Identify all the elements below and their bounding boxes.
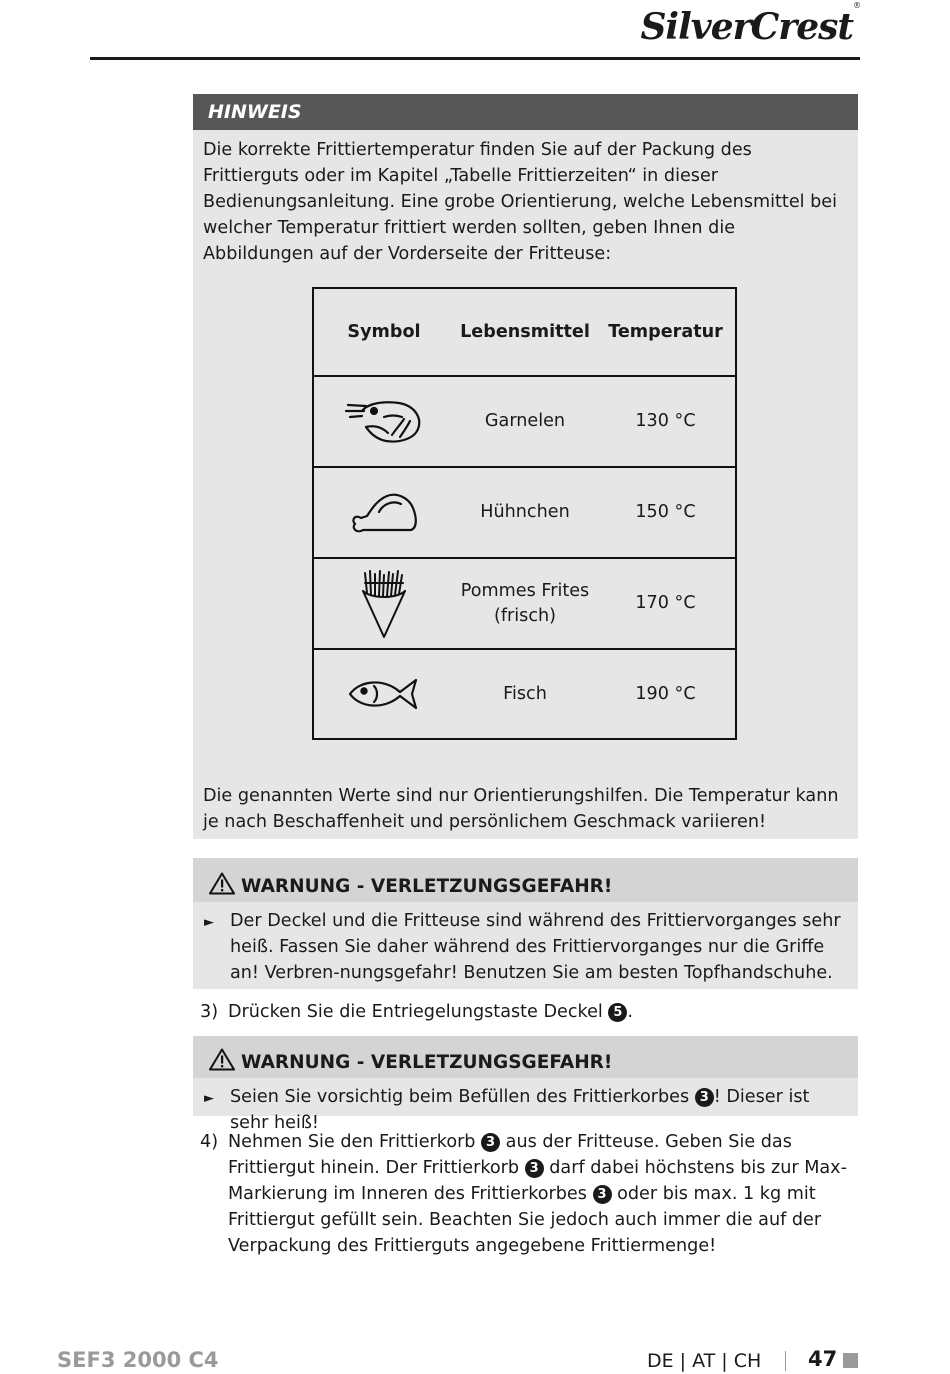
hinweis-intro: Die korrekte Frittiertemperatur finden Sie auf der Packung des Frittierguts oder im Kapitel „Tabelle Frittierzeiten“ in dieser Bedienungsanleitung. Eine grobe Orientierung, welche Lebensmittel bei welcher Temperatur frittiert werden sollten, geben Ihnen die Abbildungen auf der Vorderseite der Fritteuse: — [203, 140, 838, 264]
page-number: 47 — [808, 1347, 838, 1371]
part-ref-badge: 3 — [481, 1133, 500, 1152]
step-3 — [200, 999, 850, 1025]
warning-text-end: ! Dieser ist sehr heiß! — [230, 1087, 810, 1133]
step-text: Nehmen Sie den Frittierkorb — [228, 1132, 476, 1152]
hinweis-title: HINWEIS — [193, 94, 858, 130]
header-temperature: Temperatur — [608, 321, 723, 342]
footer-square-mark — [843, 1353, 858, 1368]
footer-languages: DE | AT | CH — [647, 1350, 762, 1372]
hinweis-box — [193, 94, 858, 839]
warning-body — [193, 902, 858, 990]
hinweis-outro: Die genannten Werte sind nur Orientierungshilfen. Die Temperatur kann je nach Beschaffenheit und persönlichem Geschmack variieren! — [203, 786, 839, 832]
table-row — [314, 468, 735, 559]
step-text: aus der Fritteuse. Geben Sie das Frittiergut hinein. Der Frittierkorb — [228, 1132, 792, 1178]
warning-header — [193, 1036, 858, 1078]
table-row — [314, 377, 735, 468]
step-text: Drücken Sie die Entriegelungstaste Deckel — [228, 1002, 603, 1022]
chicken-leg-icon — [314, 468, 454, 557]
table-row — [314, 559, 735, 650]
food-temperature: 170 °C — [635, 593, 696, 613]
step-number: 3) — [200, 1002, 219, 1022]
brand-logo — [640, 1, 860, 48]
warning-box-1 — [193, 858, 858, 989]
warning-triangle-icon — [209, 872, 235, 900]
header-symbol: Symbol — [347, 321, 421, 342]
brand-name: SilverCrest — [640, 6, 853, 48]
step-text-end: . — [627, 1002, 633, 1022]
warning-box-2 — [193, 1036, 858, 1133]
warning-text: Der Deckel und die Fritteuse sind während des Frittiervorganges sehr heiß. Fassen Sie daher während des Frittiervorganges nur die Griffe an! Verbren-nungsgefahr! Benutzen Sie am besten Topfhandschuhe. — [230, 911, 841, 983]
bullet-arrow-icon: ► — [204, 1091, 214, 1106]
food-temperature: 190 °C — [635, 683, 696, 704]
footer-model: SEF3 2000 C4 — [57, 1348, 219, 1372]
warning-triangle-icon — [209, 1048, 235, 1076]
part-ref-badge: 3 — [525, 1159, 544, 1178]
step-number: 4) — [200, 1132, 219, 1152]
food-temperature: 150 °C — [635, 502, 696, 522]
part-ref-badge: 3 — [593, 1185, 612, 1204]
warning-title: WARNUNG - VERLETZUNGSGEFAHR! — [241, 1051, 613, 1073]
shrimp-icon — [314, 377, 454, 466]
food-name: Fisch — [503, 683, 547, 704]
food-name: Hühnchen — [480, 502, 570, 522]
part-ref-badge: 3 — [695, 1088, 714, 1107]
food-name: Pommes Frites (frisch) — [460, 580, 590, 626]
fish-icon — [314, 650, 454, 738]
header-rule — [90, 57, 860, 60]
table-header-row — [314, 289, 735, 377]
step-4 — [200, 1129, 850, 1259]
part-ref-badge: 5 — [608, 1003, 627, 1022]
fries-icon — [314, 559, 454, 648]
bullet-arrow-icon: ► — [204, 915, 214, 930]
table-row — [314, 650, 735, 738]
warning-header — [193, 858, 858, 902]
warning-text: Seien Sie vorsichtig beim Befüllen des Frittierkorbes — [230, 1087, 690, 1107]
brand-registered-mark: ® — [853, 1, 860, 10]
step-text: darf dabei höchstens bis zur Max-Markierung im Inneren des Frittierkorbes — [228, 1158, 847, 1204]
food-name: Garnelen — [484, 411, 566, 431]
temperature-table — [312, 287, 737, 740]
step-text: oder bis max. 1 kg mit Frittiergut gefüllt sein. Beachten Sie jedoch auch immer die auf der Verpackung des Frittierguts angegebene Frittiermenge! — [228, 1184, 822, 1256]
warning-title: WARNUNG - VERLETZUNGSGEFAHR! — [241, 875, 613, 897]
footer-separator — [785, 1351, 786, 1371]
header-food: Lebensmittel — [460, 321, 590, 342]
food-temperature: 130 °C — [635, 411, 696, 431]
